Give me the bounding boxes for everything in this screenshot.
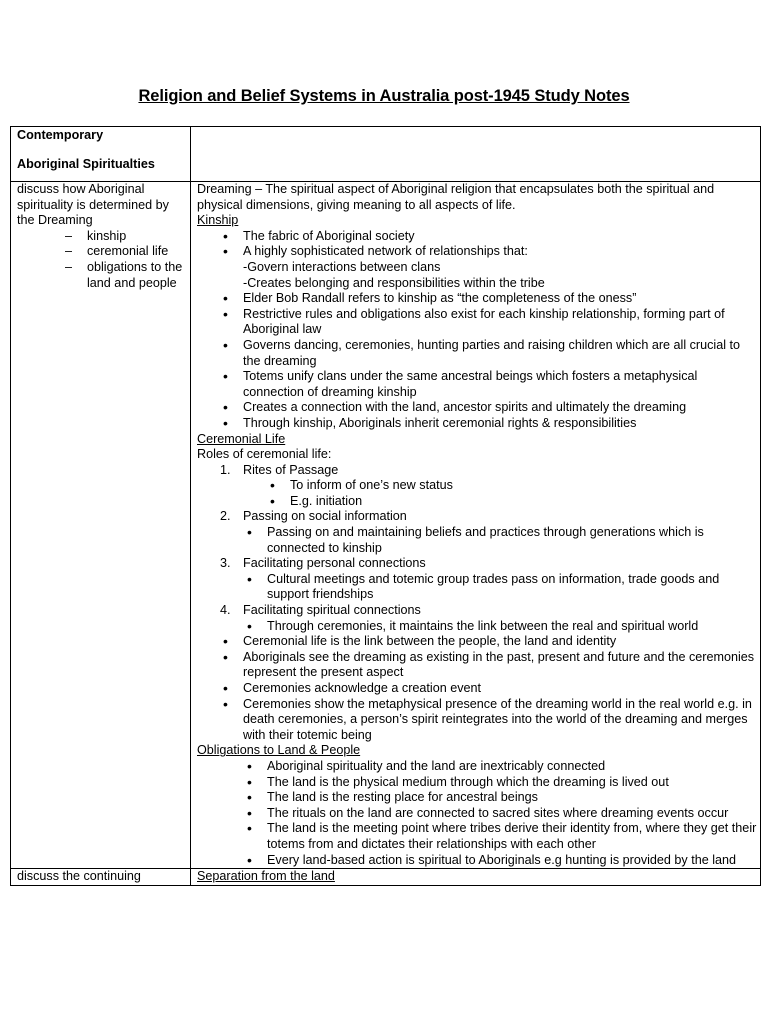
list-item: • To inform of one’s new status xyxy=(197,478,757,494)
list-item: – kinship xyxy=(65,229,187,245)
syllabus-subpoints xyxy=(17,229,187,291)
list-item: • The land is the meeting point where tribes derive their identity from, where they get their totems from and dictates their relationships with each other xyxy=(197,821,757,852)
list-item: • The land is the physical medium through which the dreaming is lived out xyxy=(197,775,757,791)
list-item: • Aboriginal spirituality and the land are inextricably connected xyxy=(197,759,757,775)
list-item: • Every land-based action is spiritual to Aboriginals e.g hunting is provided by the land xyxy=(197,853,757,869)
header-left-cell xyxy=(11,127,191,182)
list-number: 3. xyxy=(220,556,231,571)
list-item-text: A highly sophisticated network of relationships that: xyxy=(243,244,528,259)
list-item: • Through kinship, Aboriginals inherit ceremonial rights & responsibilities xyxy=(197,416,757,432)
list-number: 1. xyxy=(220,462,231,477)
list-item-text: Passing on social information xyxy=(243,509,407,524)
list-item: – ceremonial life xyxy=(65,244,187,260)
page-title: Religion and Belief Systems in Australia post-1945 Study Notes xyxy=(138,87,630,105)
sub-list xyxy=(197,525,757,556)
list-item: • Ceremonial life is the link between the people, the land and identity xyxy=(197,634,757,650)
header-contemporary: Contemporary xyxy=(17,128,104,142)
syllabus-point-cell xyxy=(11,182,191,869)
list-subline: -Creates belonging and responsibilities within the tribe xyxy=(243,275,545,290)
list-item: • Cultural meetings and totemic group trades pass on information, trade goods and support friendships xyxy=(197,572,757,603)
list-item: • Passing on and maintaining beliefs and practices through generations which is connected to kinship xyxy=(197,525,757,556)
list-item: • Totems unify clans under the same ancestral beings which fosters a metaphysical connection of dreaming kinship xyxy=(197,369,757,400)
kinship-heading: Kinship xyxy=(197,213,239,228)
list-item: • E.g. initiation xyxy=(197,494,757,510)
list-item xyxy=(197,244,757,291)
notes-cell xyxy=(191,869,761,886)
land-obligations-list xyxy=(197,759,757,868)
list-item: • Through ceremonies, it maintains the link between the real and spiritual world xyxy=(197,619,757,635)
sub-list xyxy=(197,619,757,635)
list-subline: -Govern interactions between clans xyxy=(243,259,441,274)
list-item: • The land is the resting place for ancestral beings xyxy=(197,790,757,806)
list-item: • Ceremonies acknowledge a creation event xyxy=(197,681,757,697)
kinship-list xyxy=(197,229,757,432)
list-item: – obligations to the land and people xyxy=(65,260,187,291)
syllabus-point-cell: discuss the continuing xyxy=(11,869,191,886)
table-row xyxy=(11,182,761,869)
list-item xyxy=(197,556,757,603)
list-number: 2. xyxy=(220,509,231,524)
dreaming-definition: Dreaming – The spiritual aspect of Aboriginal religion that encapsulates both the spiritual and physical dimensions, giving meaning to all aspects of life. xyxy=(197,182,715,212)
ceremonial-roles-intro: Roles of ceremonial life: xyxy=(197,447,332,462)
sub-list xyxy=(197,572,757,603)
sub-list xyxy=(197,478,757,509)
ceremonial-life-heading: Ceremonial Life xyxy=(197,431,286,446)
study-notes-table xyxy=(10,126,761,886)
list-item: • Restrictive rules and obligations also exist for each kinship relationship, forming part of Aboriginal law xyxy=(197,307,757,338)
header-aboriginal-spiritualties: Aboriginal Spiritualties xyxy=(17,156,155,171)
notes-cell xyxy=(191,182,761,869)
list-item xyxy=(197,509,757,556)
list-item xyxy=(197,463,757,510)
list-item: • Aboriginals see the dreaming as existing in the past, present and future and the ceremonies represent the present aspect xyxy=(197,650,757,681)
header-right-cell xyxy=(191,127,761,182)
list-item-text: Facilitating spiritual connections xyxy=(243,603,421,618)
land-obligations-heading: Obligations to Land & People xyxy=(197,743,361,758)
table-row xyxy=(11,869,761,886)
list-item: • The rituals on the land are connected to sacred sites where dreaming events occur xyxy=(197,806,757,822)
ceremonial-points-list xyxy=(197,634,757,743)
syllabus-point-text: discuss how Aboriginal spirituality is determined by the Dreaming xyxy=(17,182,169,228)
list-number: 4. xyxy=(220,603,231,618)
list-item xyxy=(197,603,757,634)
list-item: • The fabric of Aboriginal society xyxy=(197,229,757,245)
list-item: • Governs dancing, ceremonies, hunting parties and raising children which are all crucial to the dreaming xyxy=(197,338,757,369)
table-header-row xyxy=(11,127,761,182)
list-item: • Elder Bob Randall refers to kinship as “the completeness of the oness” xyxy=(197,291,757,307)
separation-heading: Separation from the land xyxy=(197,869,335,884)
list-item-text: Facilitating personal connections xyxy=(243,556,426,571)
list-item: • Ceremonies show the metaphysical presence of the dreaming world in the real world e.g. in death ceremonies, a person’s spirit reintegrates into the world of the dreaming and merges with their totemic being xyxy=(197,697,757,744)
list-item-text: Rites of Passage xyxy=(243,462,339,477)
ceremonial-roles-list xyxy=(197,463,757,635)
list-item: • Creates a connection with the land, ancestor spirits and ultimately the dreaming xyxy=(197,400,757,416)
